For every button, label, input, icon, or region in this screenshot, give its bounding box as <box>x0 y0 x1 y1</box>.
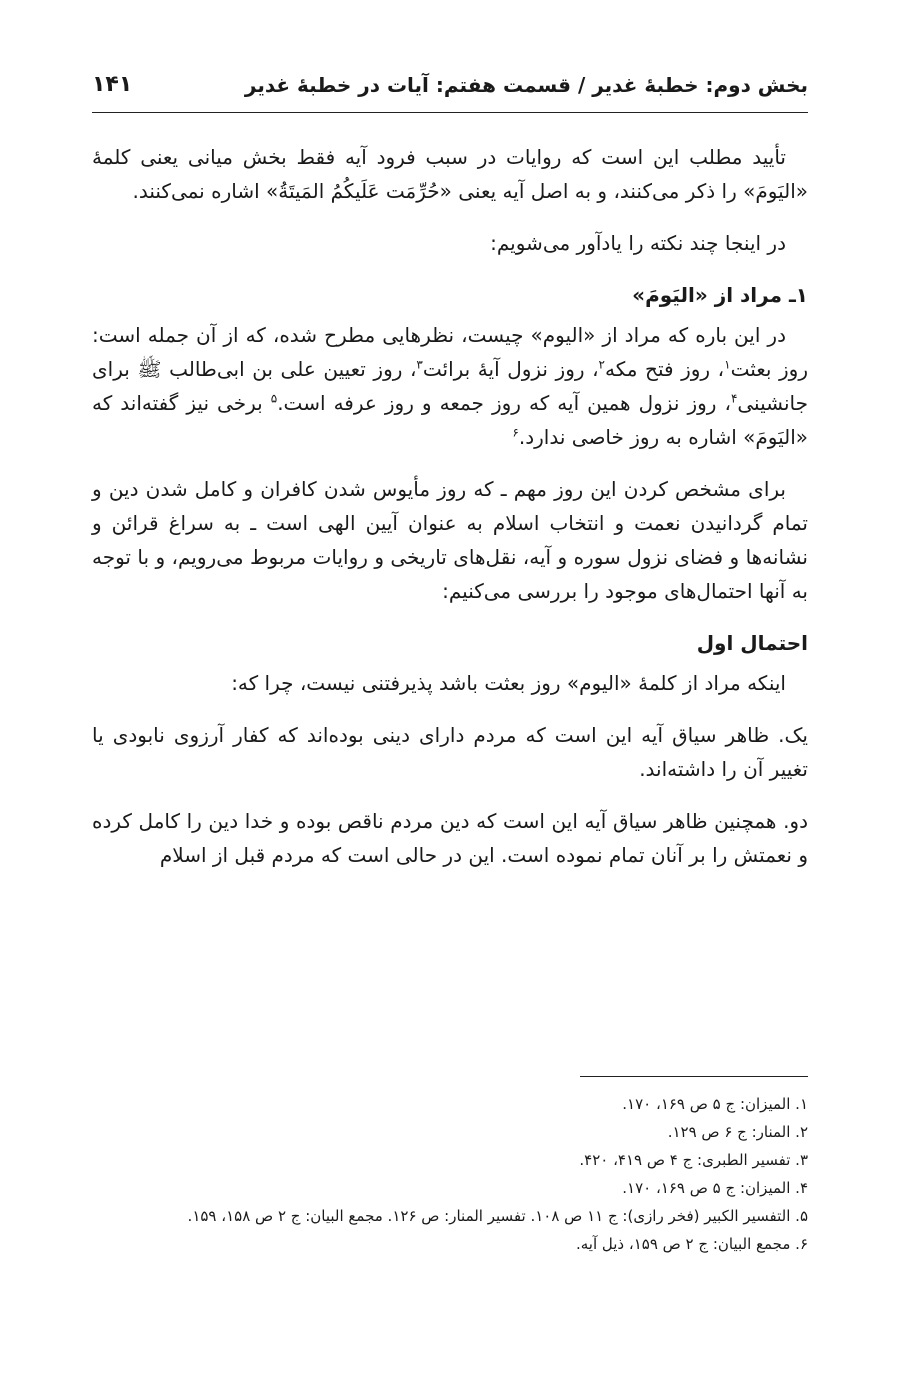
footnote-5: ۵. التفسیر الکبیر (فخر رازی): ج ۱۱ ص ۱۰۸. تفسیر المنار: ص ۱۲۶. مجمع البیان: ج ۲ ص ۱۵۸، ۱۵۹. <box>187 1207 808 1225</box>
main-text <box>92 140 808 890</box>
running-head: بخش دوم: خطبهٔ غدیر / قسمت هفتم: آیات در خطبهٔ غدیر <box>244 73 808 97</box>
footnote-ref-4[interactable]: ۴ <box>730 391 738 406</box>
paragraph-1: تأیید مطلب این است که روایات در سبب فرود آیه فقط بخش میانی یعنی کلمهٔ «الیَومَ» را ذکر می‌کنند، و به اصل آیه یعنی «حُرِّمَت عَلَیکُمُ المَیتَةُ» اشاره نمی‌کنند. <box>92 145 808 203</box>
footnote-2: ۲. المنار: ج ۶ ص ۱۲۹. <box>667 1123 808 1141</box>
paragraph-4: برای مشخص کردن این روز مهم ـ که روز مأیوس شدن کافران و کامل شدن دین و تمام گردانیدن نعمت و انتخاب اسلام به عنوان آیین الهی است ـ به سراغ قرائن و نشانه‌ها و فضای نزول سوره و آیه، نقل‌های تاریخی و روایات مربوط می‌رویم، و با توجه به آنها احتمال‌های موجود را بررسی می‌کنیم: <box>92 477 808 603</box>
page-header <box>92 68 808 113</box>
paragraph-3-text-6: برخی نیز گفته‌اند که «الیَومَ» اشاره به روز خاصی ندارد. <box>92 391 808 449</box>
footnote-3: ۳. تفسیر الطبری: ج ۴ ص ۴۱۹، ۴۲۰. <box>579 1151 808 1169</box>
footnotes <box>92 1090 808 1258</box>
paragraph-5: اینکه مراد از کلمهٔ «الیوم» روز بعثت باشد پذیرفتنی نیست، چرا که: <box>231 671 786 695</box>
paragraph-3-text-2: ، روز فتح مکه <box>605 357 725 381</box>
footnote-4: ۴. المیزان: ج ۵ ص ۱۶۹، ۱۷۰. <box>622 1179 808 1197</box>
paragraph-3 <box>92 318 808 454</box>
footnote-6: ۶. مجمع البیان: ج ۲ ص ۱۵۹، ذیل آیه. <box>575 1235 808 1253</box>
footnote-ref-5[interactable]: ۵ <box>270 391 278 406</box>
section-heading-1: ۱ـ مراد از «الیَومَ» <box>632 283 808 307</box>
paragraph-6: یک. ظاهر سیاق آیه این است که مردم دارای دینی بوده‌اند که کفار آرزوی نابودی یا تغییر آن را داشته‌اند. <box>92 723 808 781</box>
page-number: ۱۴۱ <box>92 72 133 97</box>
footnote-ref-2[interactable]: ۲ <box>598 357 605 372</box>
footnote-ref-3[interactable]: ۳ <box>416 357 423 372</box>
paragraph-7: دو. همچنین ظاهر سیاق آیه این است که دین مردم ناقص بوده و خدا دین را کامل کرده و نعمتش را بر آنان تمام نموده است. این در حالی است که مردم قبل از اسلام <box>92 809 808 867</box>
paragraph-3-text-3: ، روز نزول آیهٔ برائت <box>422 357 599 381</box>
footnote-ref-6[interactable]: ۶ <box>512 425 519 440</box>
section-heading-2: احتمال اول <box>696 631 808 655</box>
paragraph-3-text-4: ، روز تعیین علی بن ابی‌طالب ﷺ برای جانشینی <box>92 357 808 415</box>
footnote-divider <box>580 1076 808 1077</box>
paragraph-3-text-5: ، روز نزول همین آیه که روز جمعه و روز عرفه است. <box>277 391 731 415</box>
footnote-ref-1[interactable]: ۱ <box>724 357 731 372</box>
footnote-1: ۱. المیزان: ج ۵ ص ۱۶۹، ۱۷۰. <box>622 1095 808 1113</box>
paragraph-3-text-1: در این باره که مراد از «الیوم» چیست، نظرهایی مطرح شده، که از آن جمله است: روز بعثت <box>92 323 808 381</box>
paragraph-2: در اینجا چند نکته را یادآور می‌شویم: <box>490 231 786 255</box>
